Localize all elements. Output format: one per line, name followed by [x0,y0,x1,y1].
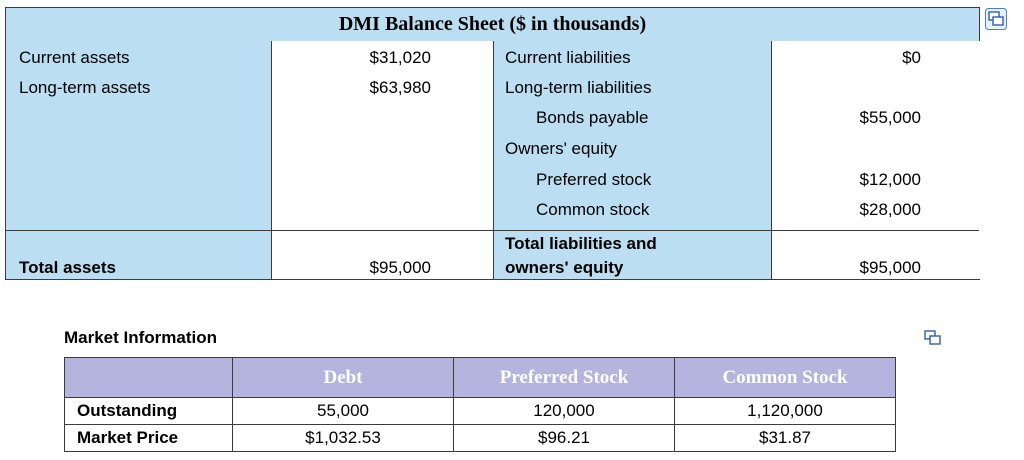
outstanding-debt: 55,000 [233,398,454,425]
market-info-header-row [65,358,896,398]
common-stock-value: $28,000 [859,200,921,219]
copy-to-clipboard-icon[interactable] [924,330,942,346]
current-liabilities-label: Current liabilities [505,48,631,67]
copy-to-clipboard-icon[interactable] [985,8,1007,30]
long-term-liabilities-label: Long-term liabilities [505,78,652,97]
table-row [65,398,896,425]
liabilities-value-column [772,41,981,279]
totals-divider [6,230,979,231]
row-label-market-price: Market Price [65,425,233,452]
total-assets-label: Total assets [19,258,117,277]
outstanding-common: 1,120,000 [675,398,896,425]
header-preferred-stock: Preferred Stock [454,358,675,398]
market-price-common: $31.87 [675,425,896,452]
bonds-payable-value: $55,000 [859,108,921,127]
current-assets-value: $31,020 [369,48,431,67]
common-stock-label: Common stock [536,200,650,219]
market-price-debt: $1,032.53 [233,425,454,452]
row-label-outstanding: Outstanding [65,398,233,425]
header-corner [65,358,233,398]
assets-value-column [272,41,494,279]
assets-label-column [6,41,272,279]
preferred-stock-label: Preferred stock [536,170,652,189]
current-assets-label: Current assets [19,48,130,67]
bonds-payable-label: Bonds payable [536,108,649,127]
total-liabilities-value: $95,000 [859,258,921,277]
header-debt: Debt [233,358,454,398]
balance-sheet-title: DMI Balance Sheet ($ in thousands) [6,8,979,42]
preferred-stock-value: $12,000 [859,170,921,189]
total-liabilities-label-line1: Total liabilities and [505,234,657,253]
market-price-preferred: $96.21 [454,425,675,452]
long-term-assets-label: Long-term assets [19,78,151,97]
long-term-assets-value: $63,980 [369,78,431,97]
market-information-title: Market Information [64,328,218,347]
current-liabilities-value: $0 [902,48,921,67]
total-liabilities-label-line2: owners' equity [505,258,624,277]
owners-equity-label: Owners' equity [505,139,617,158]
balance-sheet-table [5,7,980,280]
market-information-table [64,357,896,452]
outstanding-preferred: 120,000 [454,398,675,425]
table-row [65,425,896,452]
total-assets-value: $95,000 [369,258,431,277]
header-common-stock: Common Stock [675,358,896,398]
